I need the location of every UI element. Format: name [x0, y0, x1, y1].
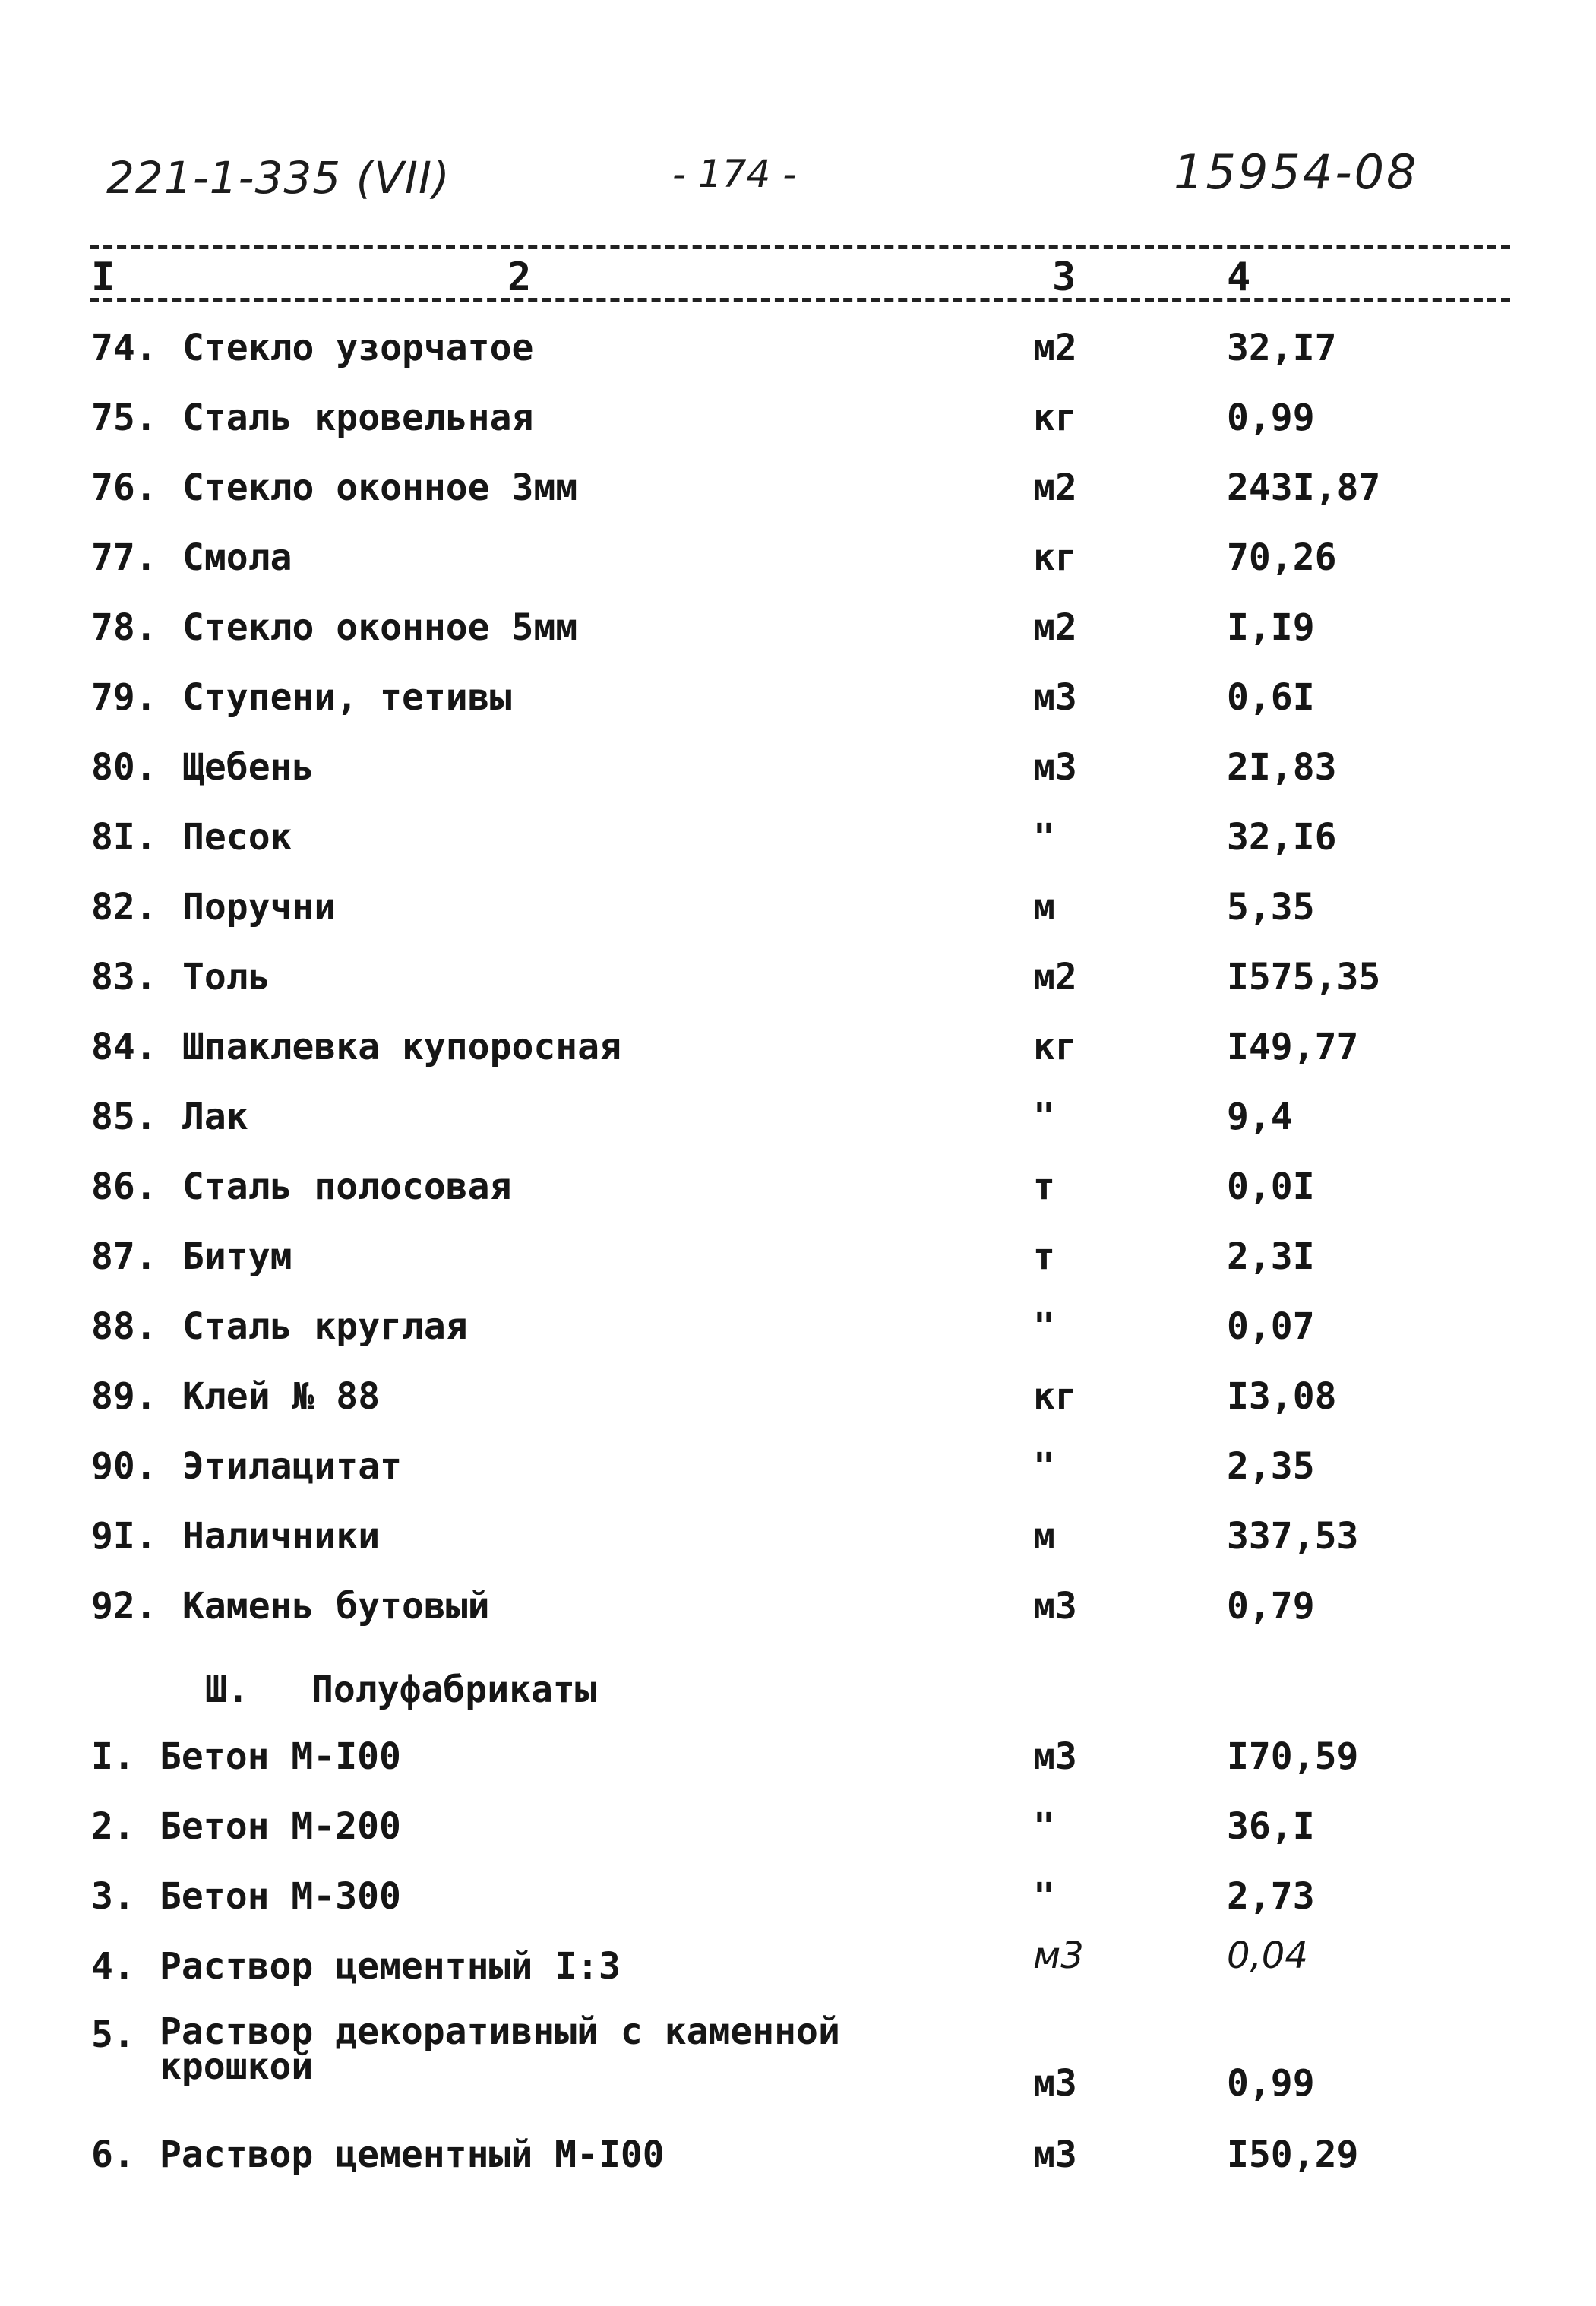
unit: кг — [1033, 397, 1077, 439]
material-name: Стекло оконное 3мм — [182, 467, 578, 509]
quantity: 32,I6 — [1227, 816, 1337, 859]
unit: м — [1033, 1515, 1055, 1558]
unit: " — [1033, 1305, 1055, 1348]
row-number: 6. — [91, 2134, 135, 2176]
unit: " — [1033, 1096, 1055, 1138]
unit: м3 — [1033, 2062, 1077, 2105]
row-number: 8I. — [91, 816, 157, 859]
row-number: 83. — [91, 956, 157, 998]
quantity: I70,59 — [1227, 1735, 1359, 1778]
unit: м3 — [1033, 746, 1077, 789]
unit: " — [1033, 1805, 1055, 1848]
table-row — [0, 1586, 1596, 1647]
material-name: Раствор цементный I:3 — [160, 1945, 621, 1988]
table-row — [0, 887, 1596, 948]
table-row — [0, 818, 1596, 878]
unit: м2 — [1033, 327, 1077, 369]
quantity: I575,35 — [1227, 956, 1381, 998]
unit: " — [1033, 816, 1055, 859]
material-name: Камень бутовый — [182, 1585, 490, 1627]
section-number: Ш. — [205, 1669, 249, 1711]
table-row — [0, 2010, 1596, 2106]
column-header-4: 4 — [1227, 255, 1251, 300]
material-name: Раствор декоративный с каменной крошкой — [160, 2010, 840, 2088]
table-row — [0, 1027, 1596, 1088]
quantity: I50,29 — [1227, 2134, 1359, 2176]
material-name: Бетон М-I00 — [160, 1735, 401, 1778]
quantity: 0,04 — [1227, 1934, 1308, 1977]
table-row — [0, 328, 1596, 389]
row-number: 92. — [91, 1585, 157, 1627]
unit: м2 — [1033, 467, 1077, 509]
quantity: 5,35 — [1227, 886, 1315, 928]
unit: м3 — [1033, 1735, 1077, 1778]
unit: м3 — [1033, 1934, 1084, 1977]
quantity: 0,99 — [1227, 397, 1315, 439]
material-name: Раствор цементный М-I00 — [160, 2134, 665, 2176]
table-row — [0, 1517, 1596, 1577]
material-name: Сталь кровельная — [182, 397, 534, 439]
column-header-2: 2 — [507, 255, 532, 300]
quantity: 243I,87 — [1227, 467, 1381, 509]
quantity: 0,99 — [1227, 2062, 1315, 2105]
material-name: Ступени, тетивы — [182, 676, 512, 719]
material-name: Бетон М-200 — [160, 1805, 401, 1848]
section-title: Полуфабрикаты — [311, 1669, 597, 1711]
quantity: 32,I7 — [1227, 327, 1337, 369]
material-name: Битум — [182, 1235, 292, 1278]
table-row — [0, 1737, 1596, 1798]
quantity: 0,07 — [1227, 1305, 1315, 1348]
row-number: 90. — [91, 1445, 157, 1488]
document-code: 221-1-335 (VII) — [106, 152, 450, 204]
row-number: 88. — [91, 1305, 157, 1348]
unit: м — [1033, 886, 1055, 928]
row-number: 4. — [91, 1945, 135, 1988]
unit: т — [1033, 1166, 1055, 1208]
unit: кг — [1033, 1026, 1077, 1068]
row-number: 75. — [91, 397, 157, 439]
quantity: 2,35 — [1227, 1445, 1315, 1488]
material-name: Стекло оконное 5мм — [182, 606, 578, 649]
unit: м3 — [1033, 2134, 1077, 2176]
row-number: I. — [91, 1735, 135, 1778]
header-dash-line-bottom — [90, 298, 1510, 302]
table-row — [0, 1167, 1596, 1228]
quantity: 9,4 — [1227, 1096, 1293, 1138]
row-number: 80. — [91, 746, 157, 789]
unit: " — [1033, 1875, 1055, 1918]
table-row — [0, 1307, 1596, 1368]
table-row — [0, 1097, 1596, 1158]
material-name: Стекло узорчатое — [182, 327, 534, 369]
quantity: 0,6I — [1227, 676, 1315, 719]
material-name: Поручни — [182, 886, 337, 928]
unit: т — [1033, 1235, 1055, 1278]
row-number: 77. — [91, 536, 157, 579]
table-row — [0, 1237, 1596, 1298]
table-row — [0, 538, 1596, 599]
column-header-1: I — [91, 255, 115, 300]
table-row — [0, 957, 1596, 1018]
material-name: Этилацитат — [182, 1445, 402, 1488]
row-number: 87. — [91, 1235, 157, 1278]
quantity: 70,26 — [1227, 536, 1337, 579]
quantity: 0,0I — [1227, 1166, 1315, 1208]
page-number: - 174 - — [672, 152, 797, 196]
table-row — [0, 1877, 1596, 1937]
material-name: Клей № 88 — [182, 1375, 381, 1418]
quantity: 36,I — [1227, 1805, 1315, 1848]
table-row — [0, 748, 1596, 808]
table-row — [0, 1377, 1596, 1438]
row-number: 3. — [91, 1875, 135, 1918]
unit: кг — [1033, 536, 1077, 579]
quantity: I,I9 — [1227, 606, 1315, 649]
material-name: Лак — [182, 1096, 248, 1138]
table-row — [0, 1447, 1596, 1507]
row-number: 74. — [91, 327, 157, 369]
header-dash-line-top — [90, 245, 1510, 249]
unit: м2 — [1033, 606, 1077, 649]
material-name: Щебень — [182, 746, 314, 789]
material-name: Бетон М-300 — [160, 1875, 401, 1918]
row-number: 5. — [91, 2013, 135, 2056]
row-number: 89. — [91, 1375, 157, 1418]
quantity: 2,3I — [1227, 1235, 1315, 1278]
table-row — [0, 1807, 1596, 1868]
table-row — [0, 608, 1596, 669]
material-name: Смола — [182, 536, 292, 579]
material-name: Сталь круглая — [182, 1305, 468, 1348]
row-number: 86. — [91, 1166, 157, 1208]
sheet-number: 15954-08 — [1174, 144, 1419, 200]
row-number: 84. — [91, 1026, 157, 1068]
quantity: 2,73 — [1227, 1875, 1315, 1918]
quantity: 0,79 — [1227, 1585, 1315, 1627]
section-heading — [0, 1670, 1596, 1731]
table-row — [0, 2135, 1596, 2196]
row-number: 78. — [91, 606, 157, 649]
material-name: Песок — [182, 816, 292, 859]
table-row — [0, 678, 1596, 739]
row-number: 85. — [91, 1096, 157, 1138]
row-number: 2. — [91, 1805, 135, 1848]
table-row — [0, 468, 1596, 529]
table-row — [0, 398, 1596, 459]
row-number: 76. — [91, 467, 157, 509]
row-number: 79. — [91, 676, 157, 719]
unit: м3 — [1033, 1585, 1077, 1627]
quantity: 337,53 — [1227, 1515, 1359, 1558]
unit: " — [1033, 1445, 1055, 1488]
material-name: Шпаклевка купоросная — [182, 1026, 621, 1068]
row-number: 82. — [91, 886, 157, 928]
unit: м3 — [1033, 676, 1077, 719]
quantity: I3,08 — [1227, 1375, 1337, 1418]
material-name: Сталь полосовая — [182, 1166, 512, 1208]
quantity: I49,77 — [1227, 1026, 1359, 1068]
material-name: Наличники — [182, 1515, 381, 1558]
unit: м2 — [1033, 956, 1077, 998]
material-name: Толь — [182, 956, 270, 998]
quantity: 2I,83 — [1227, 746, 1337, 789]
unit: кг — [1033, 1375, 1077, 1418]
row-number: 9I. — [91, 1515, 157, 1558]
table-row — [0, 1934, 1596, 2007]
column-header-3: 3 — [1052, 255, 1076, 300]
